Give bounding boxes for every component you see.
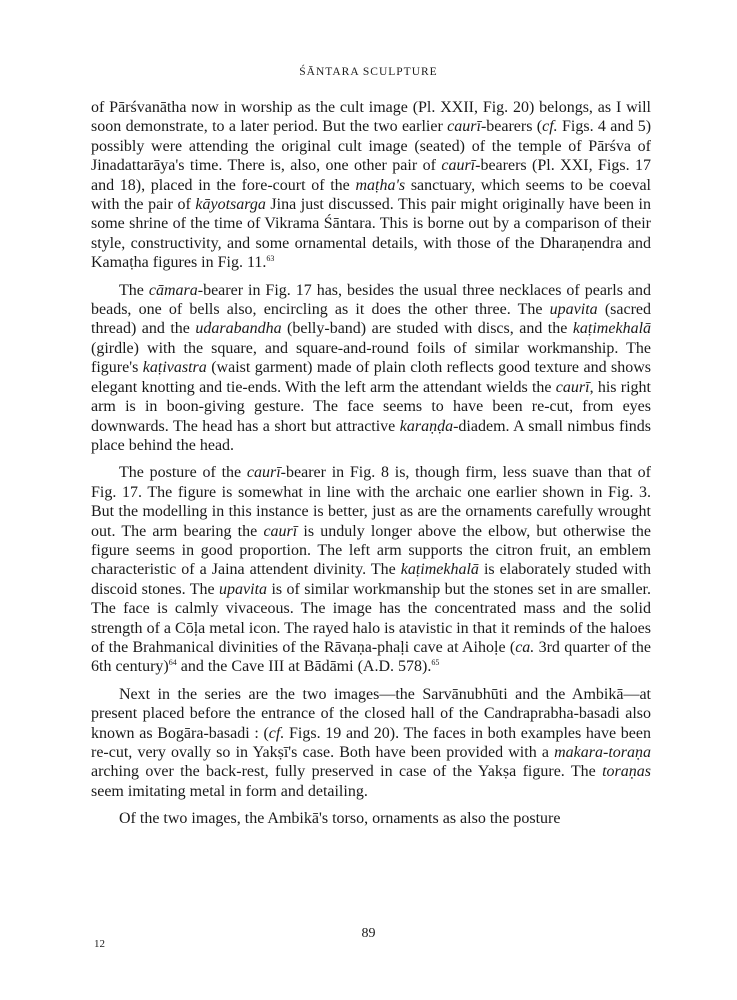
running-head: ŚĀNTARA SCULPTURE	[299, 66, 438, 78]
italic-term: kaṭimekhalā	[400, 561, 479, 579]
footnote-ref: 65	[431, 658, 440, 668]
italic-term: maṭha's	[355, 176, 406, 194]
footnote-ref: 63	[266, 254, 275, 264]
italic-term: ca.	[515, 638, 535, 656]
italic-term: cāmara	[148, 281, 198, 299]
paragraph-3	[91, 463, 651, 676]
italic-term: cf.	[542, 118, 558, 136]
text-run: -bearers (Pl. XXI, Figs. 17 and 18), placed in the fore-court of the	[91, 157, 651, 194]
text-run: is of similar workmanship but the stones set in are smaller. The face is calmly vivaceous. The image has the concentrated mass and the solid strength of a Cōḷa metal icon. The rayed halo is atavistic in that it reminds of the haloes of the Brahmanical divinities of the Rāvaṇa-phaḷi cave at Aihoḷe (	[91, 580, 651, 656]
text-run: Of the two images, the Ambikā's torso, ornaments as also the posture	[119, 810, 561, 828]
text-run: -bearer in Fig. 8 is, though firm, less suave than that of Fig. 17. The figure is somewhat in line with the archaic one earlier shown in Fig. 3. But the modelling in this instance is better, just as are the ornaments carefully wrought out. The arm bearing the	[91, 464, 651, 540]
text-run: arching over the back-rest, fully preserved in case of the Yakṣa figure. The	[91, 763, 603, 781]
italic-term: kāyotsarga	[195, 196, 266, 214]
italic-term: kaṭivastra	[142, 359, 207, 377]
text-run: -diadem. A small nimbus finds place behind the head.	[91, 417, 651, 454]
italic-term: kaṭimekhalā	[572, 320, 652, 338]
text-run: Figs. 4 and 5) possibly were attending the original cult image (seated) of the temple of Pārśva of Jinadattarāya's time. There is, also, one other pair of	[91, 118, 652, 175]
italic-term: caurī	[263, 522, 298, 540]
text-run: (belly-band) are studed with discs, and the	[281, 320, 573, 338]
text-run: sanctuary, which seems to be coeval with the pair of	[91, 176, 652, 214]
text-run: The posture of the	[119, 464, 247, 482]
text-run: Jina just discussed. This pair might originally have been in some shrine of the time of Vikrama Śāntara. This is borne out by a comparison of their style, constructivity, and some ornamental details, with those of the Dharaṇendra and Kamaṭha figures in Fig. 11.	[91, 196, 651, 272]
italic-term: cf.	[268, 724, 285, 742]
text-run: is unduly longer above the elbow, but otherwise the figure seems in good proportion. The left arm supports the citron fruit, an emblem characteristic of a Jaina attendent divinity. The	[91, 522, 652, 579]
paragraph-1	[91, 98, 651, 273]
italic-term: toraṇas	[602, 763, 651, 781]
italic-term: upavita	[549, 301, 598, 319]
text-run: 3rd quarter of the 6th century)	[91, 638, 652, 676]
text-run: Figs. 19 and 20). The faces in both examples have been re-cut, very ovally so in Yakṣī's case. Both have been provided with a	[91, 724, 652, 761]
body-text	[91, 98, 651, 829]
text-run: (waist garment) made of plain cloth reflects good texture and shows elegant knotting and tie-ends. With the left arm the attendant wields the	[91, 359, 652, 396]
italic-term: caurī	[441, 157, 476, 175]
text-run: -bearer in Fig. 17 has, besides the usual three necklaces of pearls and beads, one of bells also, encircling as it does the other three. The	[91, 281, 652, 319]
italic-term: upavita	[219, 580, 268, 598]
text-run: The	[119, 281, 149, 299]
italic-term: makara-toraṇa	[554, 744, 651, 761]
text-run: of Pārśvanātha now in worship as the cult image (Pl. XXII, Fig. 20) belongs, as I will soon demonstrate, to a later period. But the two earlier	[91, 99, 651, 136]
text-run: and the Cave III at Bādāmi (A.D. 578).	[176, 658, 432, 676]
text-run: , his right arm is in boon-giving gesture. The face seems to have been re-cut, from eyes downwards. The head has a short but attractive	[91, 378, 652, 435]
signature-mark: 12	[94, 938, 105, 950]
paragraph-5	[91, 809, 651, 828]
text-run: (girdle) with the square, and square-and-round foils of similar workmanship. The figure's	[91, 339, 651, 377]
paragraph-4	[91, 685, 651, 801]
text-run: is elaborately studed with discoid stones. The	[91, 561, 652, 598]
text-run: -bearers (	[480, 118, 543, 136]
text-run: (sacred thread) and the	[91, 301, 652, 338]
italic-term: caurī	[555, 378, 590, 396]
italic-term: caurī	[246, 464, 281, 482]
page-number: 89	[361, 926, 376, 941]
italic-term: karaṇḍa	[399, 417, 454, 435]
text-run: Next in the series are the two images—the Sarvānubhūti and the Ambikā—at present placed before the entrance of the closed hall of the Candraprabha-basadi also known as Bogāra-basadi : (	[91, 685, 651, 742]
text-run: seem imitating metal in form and detailing.	[91, 782, 368, 800]
italic-term: caurī	[447, 118, 481, 136]
footnote-ref: 64	[168, 658, 177, 668]
italic-term: udarabandha	[195, 320, 282, 338]
paragraph-2	[91, 281, 651, 456]
